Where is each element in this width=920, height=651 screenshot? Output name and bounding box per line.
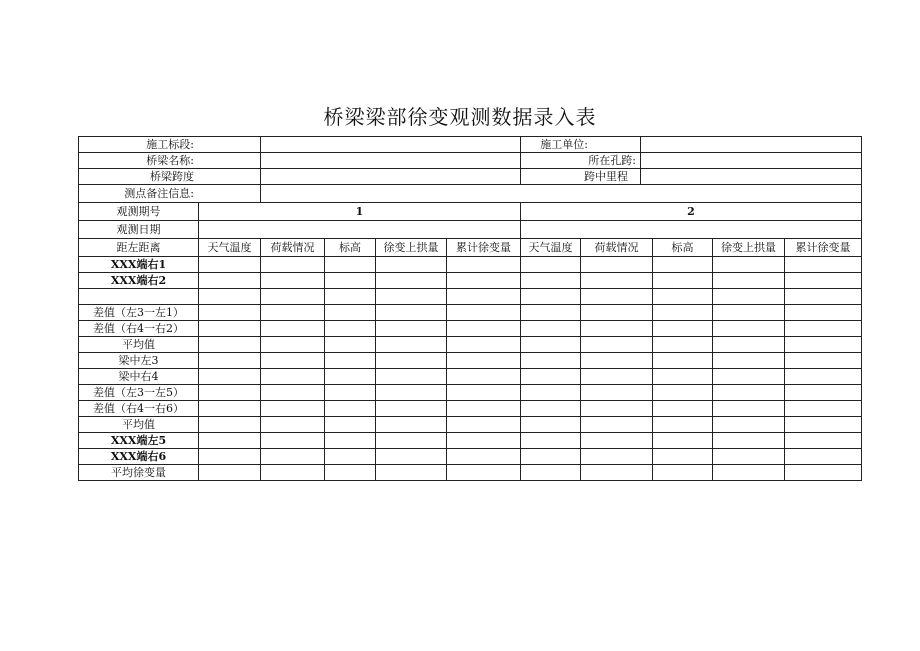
data-cell[interactable] xyxy=(447,433,521,449)
data-cell[interactable] xyxy=(261,273,325,289)
data-cell[interactable] xyxy=(581,321,653,337)
data-cell[interactable] xyxy=(521,417,581,433)
table-row xyxy=(79,449,862,465)
mid-mileage-label: 跨中里程 xyxy=(521,169,641,185)
data-cell[interactable] xyxy=(376,305,447,321)
data-cell[interactable] xyxy=(653,273,713,289)
data-cell[interactable] xyxy=(199,257,261,273)
data-cell[interactable] xyxy=(653,433,713,449)
data-cell[interactable] xyxy=(261,401,325,417)
data-cell[interactable] xyxy=(785,273,862,289)
data-cell[interactable] xyxy=(713,289,785,305)
data-cell[interactable] xyxy=(261,257,325,273)
data-cell[interactable] xyxy=(199,401,261,417)
data-cell[interactable] xyxy=(521,385,581,401)
row-label: 差值（右4一右6） xyxy=(79,401,199,417)
data-cell[interactable] xyxy=(653,369,713,385)
period-2-date[interactable] xyxy=(521,221,862,239)
data-cell[interactable] xyxy=(325,353,376,369)
bridge-name-label: 桥梁名称: xyxy=(79,153,261,169)
row-label: 差值（左3一左1） xyxy=(79,305,199,321)
data-cell[interactable] xyxy=(521,289,581,305)
data-cell[interactable] xyxy=(447,273,521,289)
data-cell[interactable] xyxy=(325,369,376,385)
data-cell[interactable] xyxy=(261,289,325,305)
data-cell[interactable] xyxy=(261,433,325,449)
column-header: 荷载情况 xyxy=(581,239,653,257)
data-cell[interactable] xyxy=(261,417,325,433)
data-cell[interactable] xyxy=(785,417,862,433)
data-cell[interactable] xyxy=(581,433,653,449)
data-cell[interactable] xyxy=(199,433,261,449)
data-cell[interactable] xyxy=(325,305,376,321)
data-cell[interactable] xyxy=(521,337,581,353)
data-cell[interactable] xyxy=(785,465,862,481)
data-cell[interactable] xyxy=(785,433,862,449)
data-cell[interactable] xyxy=(653,449,713,465)
data-cell[interactable] xyxy=(325,257,376,273)
data-cell[interactable] xyxy=(199,449,261,465)
data-cell[interactable] xyxy=(199,417,261,433)
period-2-header: 2 xyxy=(521,203,862,221)
table-row xyxy=(79,257,862,273)
row-label: XXX端右6 xyxy=(79,449,199,465)
data-cell[interactable] xyxy=(261,305,325,321)
data-cell[interactable] xyxy=(199,369,261,385)
data-cell[interactable] xyxy=(325,465,376,481)
data-cell[interactable] xyxy=(713,305,785,321)
data-cell[interactable] xyxy=(521,449,581,465)
data-cell[interactable] xyxy=(376,465,447,481)
data-cell[interactable] xyxy=(713,353,785,369)
data-cell[interactable] xyxy=(713,385,785,401)
table-row xyxy=(79,305,862,321)
data-cell[interactable] xyxy=(521,465,581,481)
section-value[interactable] xyxy=(261,137,521,153)
data-cell[interactable] xyxy=(447,305,521,321)
data-cell[interactable] xyxy=(199,465,261,481)
table-row xyxy=(79,337,862,353)
data-cell[interactable] xyxy=(785,305,862,321)
row-label: XXX端右1 xyxy=(79,257,199,273)
data-cell[interactable] xyxy=(261,337,325,353)
data-cell[interactable] xyxy=(325,273,376,289)
data-cell[interactable] xyxy=(581,465,653,481)
data-cell[interactable] xyxy=(653,305,713,321)
data-cell[interactable] xyxy=(713,449,785,465)
data-cell[interactable] xyxy=(261,321,325,337)
span-no-value[interactable] xyxy=(641,153,862,169)
data-cell[interactable] xyxy=(447,337,521,353)
column-header: 荷载情况 xyxy=(261,239,325,257)
data-cell[interactable] xyxy=(261,369,325,385)
row-label: 梁中左3 xyxy=(79,353,199,369)
data-cell[interactable] xyxy=(653,401,713,417)
table-row xyxy=(79,417,862,433)
data-cell[interactable] xyxy=(261,449,325,465)
data-cell[interactable] xyxy=(261,353,325,369)
data-cell[interactable] xyxy=(785,353,862,369)
data-cell[interactable] xyxy=(325,433,376,449)
row-label: 梁中右4 xyxy=(79,369,199,385)
data-cell[interactable] xyxy=(325,337,376,353)
row-label xyxy=(79,289,199,305)
data-cell[interactable] xyxy=(653,353,713,369)
data-cell[interactable] xyxy=(713,401,785,417)
column-header: 徐变上拱量 xyxy=(376,239,447,257)
data-cell[interactable] xyxy=(581,305,653,321)
data-cell[interactable] xyxy=(521,353,581,369)
data-cell[interactable] xyxy=(199,353,261,369)
data-cell[interactable] xyxy=(447,449,521,465)
table-row xyxy=(79,289,862,305)
point-note-label: 测点备注信息: xyxy=(79,185,261,203)
data-cell[interactable] xyxy=(713,433,785,449)
data-cell[interactable] xyxy=(376,353,447,369)
row-header-label: 距左距离 xyxy=(79,239,199,257)
data-cell[interactable] xyxy=(581,449,653,465)
table-row xyxy=(79,273,862,289)
section-label: 施工标段: xyxy=(79,137,261,153)
date-label: 观测日期 xyxy=(79,221,199,239)
data-cell[interactable] xyxy=(376,337,447,353)
data-cell[interactable] xyxy=(581,417,653,433)
data-cell[interactable] xyxy=(199,385,261,401)
row-label: 平均徐变量 xyxy=(79,465,199,481)
data-cell[interactable] xyxy=(785,337,862,353)
table-row xyxy=(79,321,862,337)
data-cell[interactable] xyxy=(447,417,521,433)
table-row xyxy=(79,385,862,401)
data-cell[interactable] xyxy=(447,289,521,305)
data-rows xyxy=(79,257,862,481)
data-cell[interactable] xyxy=(325,449,376,465)
data-cell[interactable] xyxy=(785,289,862,305)
data-cell[interactable] xyxy=(581,337,653,353)
data-cell[interactable] xyxy=(653,465,713,481)
period-1-header: 1 xyxy=(199,203,521,221)
data-cell[interactable] xyxy=(199,273,261,289)
data-cell[interactable] xyxy=(713,257,785,273)
row-label: 差值（右4一右2） xyxy=(79,321,199,337)
data-cell[interactable] xyxy=(653,337,713,353)
column-header: 累计徐变量 xyxy=(447,239,521,257)
table-row xyxy=(79,433,862,449)
data-cell[interactable] xyxy=(521,257,581,273)
data-cell[interactable] xyxy=(521,273,581,289)
data-entry-table xyxy=(78,136,862,481)
data-cell[interactable] xyxy=(713,465,785,481)
data-cell[interactable] xyxy=(581,353,653,369)
data-cell[interactable] xyxy=(653,257,713,273)
data-cell[interactable] xyxy=(447,465,521,481)
point-note-value[interactable] xyxy=(261,185,862,203)
data-cell[interactable] xyxy=(581,257,653,273)
data-cell[interactable] xyxy=(653,417,713,433)
column-header: 标高 xyxy=(653,239,713,257)
data-cell[interactable] xyxy=(785,257,862,273)
data-cell[interactable] xyxy=(261,385,325,401)
table-row xyxy=(79,353,862,369)
data-cell[interactable] xyxy=(261,465,325,481)
data-cell[interactable] xyxy=(785,385,862,401)
data-cell[interactable] xyxy=(376,433,447,449)
data-cell[interactable] xyxy=(581,385,653,401)
row-label: XXX端左5 xyxy=(79,433,199,449)
data-cell[interactable] xyxy=(376,273,447,289)
data-cell[interactable] xyxy=(376,449,447,465)
data-cell[interactable] xyxy=(325,289,376,305)
period-label: 观测期号 xyxy=(79,203,199,221)
table-row xyxy=(79,369,862,385)
data-cell[interactable] xyxy=(521,433,581,449)
period-1-date[interactable] xyxy=(199,221,521,239)
data-cell[interactable] xyxy=(447,257,521,273)
row-label: 平均值 xyxy=(79,337,199,353)
data-cell[interactable] xyxy=(199,337,261,353)
data-cell[interactable] xyxy=(581,369,653,385)
data-cell[interactable] xyxy=(785,321,862,337)
row-label: 平均值 xyxy=(79,417,199,433)
column-header: 天气温度 xyxy=(199,239,261,257)
data-cell[interactable] xyxy=(199,305,261,321)
unit-value[interactable] xyxy=(641,137,862,153)
column-header: 标高 xyxy=(325,239,376,257)
data-cell[interactable] xyxy=(325,321,376,337)
bridge-name-value[interactable] xyxy=(261,153,521,169)
data-cell[interactable] xyxy=(447,385,521,401)
row-label: 差值（左3一左5） xyxy=(79,385,199,401)
data-cell[interactable] xyxy=(713,273,785,289)
table-row xyxy=(79,465,862,481)
data-cell[interactable] xyxy=(199,321,261,337)
page-title: 桥梁梁部徐变观测数据录入表 xyxy=(323,105,597,129)
data-cell[interactable] xyxy=(325,385,376,401)
bridge-span-label: 桥梁跨度 xyxy=(79,169,261,185)
data-cell[interactable] xyxy=(581,289,653,305)
data-cell[interactable] xyxy=(376,369,447,385)
data-cell[interactable] xyxy=(376,289,447,305)
data-cell[interactable] xyxy=(325,417,376,433)
data-cell[interactable] xyxy=(785,369,862,385)
table-row xyxy=(79,401,862,417)
column-header: 累计徐变量 xyxy=(785,239,862,257)
data-cell[interactable] xyxy=(713,417,785,433)
data-cell[interactable] xyxy=(521,305,581,321)
data-cell[interactable] xyxy=(653,289,713,305)
data-cell[interactable] xyxy=(713,369,785,385)
data-cell[interactable] xyxy=(325,401,376,417)
row-label: XXX端右2 xyxy=(79,273,199,289)
span-no-label: 所在孔跨: xyxy=(521,153,641,169)
column-header: 天气温度 xyxy=(521,239,581,257)
data-cell[interactable] xyxy=(785,449,862,465)
data-cell[interactable] xyxy=(376,385,447,401)
data-cell[interactable] xyxy=(713,337,785,353)
data-cell[interactable] xyxy=(785,401,862,417)
data-cell[interactable] xyxy=(447,321,521,337)
data-cell[interactable] xyxy=(653,321,713,337)
mid-mileage-value[interactable] xyxy=(641,169,862,185)
data-cell[interactable] xyxy=(199,289,261,305)
data-cell[interactable] xyxy=(376,321,447,337)
data-cell[interactable] xyxy=(581,401,653,417)
data-cell[interactable] xyxy=(447,369,521,385)
data-cell[interactable] xyxy=(521,401,581,417)
data-cell[interactable] xyxy=(376,401,447,417)
data-cell[interactable] xyxy=(521,369,581,385)
data-cell[interactable] xyxy=(581,273,653,289)
data-cell[interactable] xyxy=(376,417,447,433)
bridge-span-value[interactable] xyxy=(261,169,521,185)
column-header: 徐变上拱量 xyxy=(713,239,785,257)
unit-label: 施工单位: xyxy=(521,137,641,153)
data-cell[interactable] xyxy=(447,401,521,417)
data-cell[interactable] xyxy=(653,385,713,401)
data-cell[interactable] xyxy=(521,321,581,337)
data-cell[interactable] xyxy=(447,353,521,369)
data-cell[interactable] xyxy=(713,321,785,337)
data-cell[interactable] xyxy=(376,257,447,273)
